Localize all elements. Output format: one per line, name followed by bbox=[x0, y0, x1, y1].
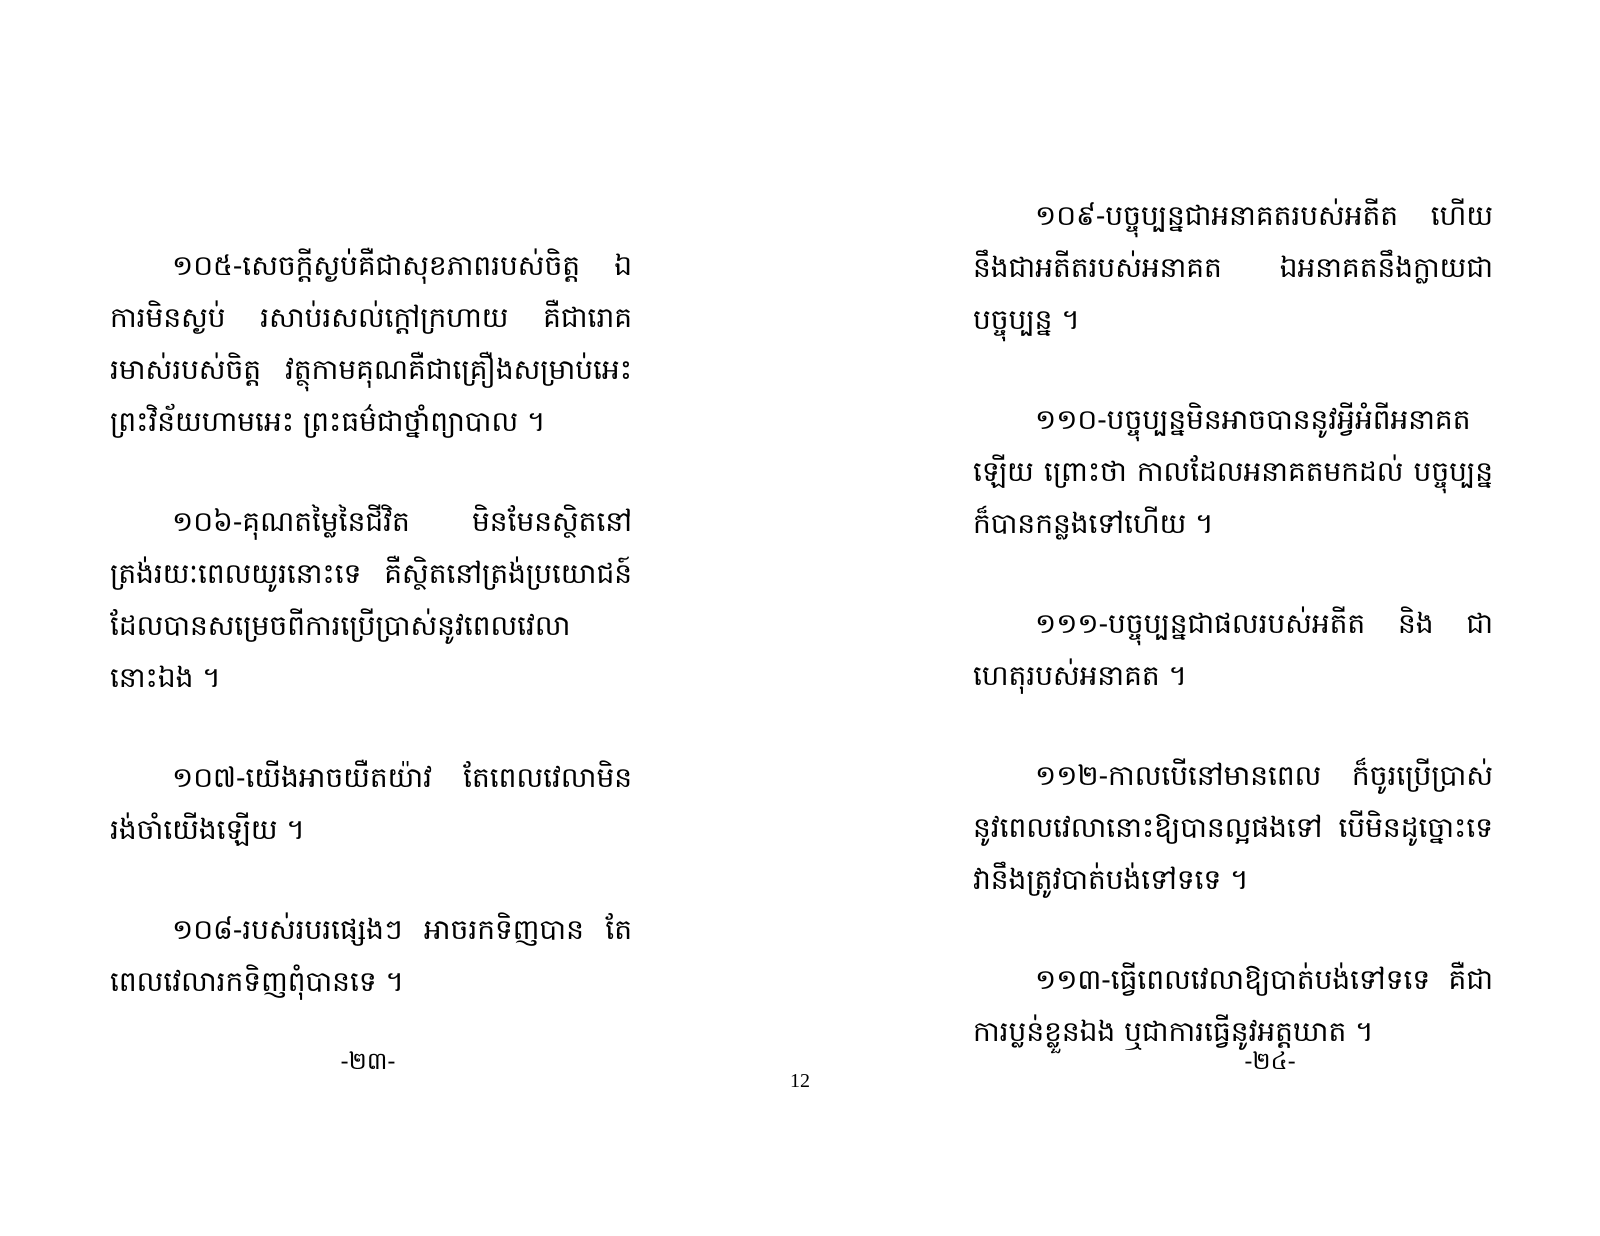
paragraph-109: ១០៩-បច្ចុប្បន្នជាអនាគតរបស់អតីត ហើយនឹងជាអតីតរបស់អនាគត ឯអនាគតនឹងក្លាយជាបច្ចុប្បន្ន ។ bbox=[973, 199, 1493, 336]
paragraph-108: ១០៨-របស់របរផ្សេងៗ អាចរកទិញបាន តែពេលវេលារកទិញពុំបានទេ ។ bbox=[110, 913, 632, 998]
paragraph-113: ១១៣-ធ្វើពេលវេលាឱ្យបាត់បង់ទៅទទេ គឺជាការប្លន់ខ្លួនឯង ឬជាការធ្វើនូវអត្តឃាត ។ bbox=[973, 963, 1493, 1048]
paragraph-110: ១១០-បច្ចុប្បន្នមិនអាចបាននូវអ្វីអំពីអនាគតឡើយ ព្រោះថា កាលដែលអនាគតមកដល់ បច្ចុប្បន្នក៏បានកន្លងទៅហើយ ។ bbox=[973, 403, 1493, 540]
paragraph-107: ១០៧-យើងអាចយឺតយ៉ាវ តែពេលវេលាមិនរង់ចាំយើងឡើយ ។ bbox=[110, 761, 632, 846]
paragraph-105: ១០៥-សេចក្ដីស្ងប់គឺជាសុខភាពរបស់ចិត្ត ឯការមិនស្ងប់ រសាប់រសល់ក្ដៅក្រហាយ គឺជារោគរមាស់របស់ចិត្ត វត្ថុកាមគុណគឺជាគ្រឿងសម្រាប់អេះ ព្រះវិន័យហាមអេះ ព្រះធម៌ជាថ្នាំព្យាបាល ។ bbox=[110, 249, 632, 438]
left-page-number: -២៣- bbox=[340, 1047, 396, 1075]
paragraph-112: ១១២-កាលបើនៅមានពេល ក៏ចូរប្រើប្រាស់នូវពេលវេលានោះឱ្យបានល្អផងទៅ បើមិនដូច្នោះទេ វានឹងត្រូវបាត់បង់ទៅទទេ ។ bbox=[973, 759, 1493, 896]
right-page bbox=[800, 0, 1600, 1236]
right-page-text-column bbox=[973, 190, 1493, 1106]
paragraph-106: ១០៦-គុណតម្លៃនៃជីវិត មិនមែនស្ថិតនៅត្រង់រយៈពេលយូរនោះទេ គឺស្ថិតនៅត្រង់ប្រយោជន៍ដែលបានសម្រេចពីការប្រើប្រាស់នូវពេលវេលានោះឯង ។ bbox=[110, 505, 632, 694]
right-page-number: -២៤- bbox=[1244, 1047, 1296, 1075]
sheet-number: 12 bbox=[790, 1070, 810, 1092]
left-page-text-column bbox=[110, 240, 632, 1056]
paragraph-111: ១១១-បច្ចុប្បន្នជាផលរបស់អតីត និង ជាហេតុរបស់អនាគត ។ bbox=[973, 607, 1493, 692]
